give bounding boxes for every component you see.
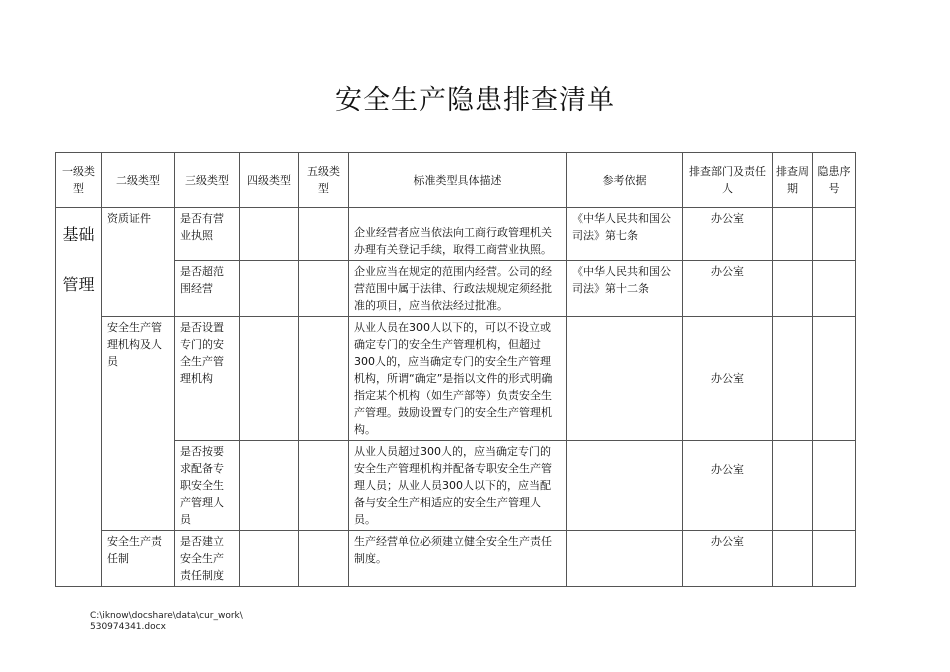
category2-cell: 资质证件 (102, 208, 175, 317)
seq-cell (813, 261, 856, 317)
table-row (56, 208, 856, 261)
seq-cell (813, 208, 856, 261)
file-name-line: 530974341.docx (90, 622, 166, 632)
table-row (56, 317, 856, 441)
file-path-line: C:\iknow\docshare\data\cur_work\ (90, 611, 243, 621)
cycle-cell (773, 208, 813, 261)
table-row (56, 261, 856, 317)
dept-cell: 办公室 (683, 261, 773, 317)
category4-cell (240, 531, 299, 587)
header-category2: 二级类型 (102, 153, 175, 208)
category5-cell (299, 317, 349, 441)
cycle-cell (773, 531, 813, 587)
category5-cell (299, 531, 349, 587)
header-category1: 一级类型 (56, 153, 102, 208)
basis-cell (567, 317, 683, 441)
header-description: 标准类型具体描述 (349, 153, 567, 208)
dept-cell: 办公室 (683, 208, 773, 261)
category3-cell: 是否建立安全生产责任制度 (175, 531, 240, 587)
document-title: 安全生产隐患排查清单 (335, 85, 615, 116)
basis-cell: 《中华人民共和国公司法》第七条 (567, 208, 683, 261)
category3-cell: 是否超范围经营 (175, 261, 240, 317)
category4-cell (240, 261, 299, 317)
header-row (56, 153, 856, 208)
basis-cell: 《中华人民共和国公司法》第十二条 (567, 261, 683, 317)
category4-cell (240, 317, 299, 441)
dept-cell: 办公室 (683, 317, 773, 441)
seq-cell (813, 531, 856, 587)
category3-cell: 是否按要求配备专职安全生产管理人员 (175, 441, 240, 531)
file-path-footer (90, 611, 243, 633)
header-category5: 五级类型 (299, 153, 349, 208)
category3-cell: 是否设置专门的安全生产管理机构 (175, 317, 240, 441)
description-cell: 企业经营者应当依法向工商行政管理机关办理有关登记手续，取得工商营业执照。 (349, 208, 567, 261)
header-category4: 四级类型 (240, 153, 299, 208)
seq-cell (813, 317, 856, 441)
category1-cell: 基础管理 (56, 208, 102, 587)
hazard-checklist-table (55, 152, 856, 587)
description-cell: 企业应当在规定的范围内经营。公司的经营范围中属于法律、行政法规规定须经批准的项目，应当依法经过批准。 (349, 261, 567, 317)
header-dept: 排查部门及责任人 (683, 153, 773, 208)
header-basis: 参考依据 (567, 153, 683, 208)
dept-cell: 办公室 (683, 531, 773, 587)
category5-cell (299, 441, 349, 531)
category4-cell (240, 208, 299, 261)
description-cell: 从业人员在300人以下的，可以不设立或确定专门的安全生产管理机构，但超过300人的，应当确定专门的安全生产管理机构，所谓“确定”是指以文件的形式明确指定某个机构（如生产部等）负责安全生产管理。鼓励设置专门的安全生产管理机构。 (349, 317, 567, 441)
description-cell: 生产经营单位必须建立健全安全生产责任制度。 (349, 531, 567, 587)
header-cycle: 排查周期 (773, 153, 813, 208)
category2-cell: 安全生产责任制 (102, 531, 175, 587)
cycle-cell (773, 441, 813, 531)
table-row (56, 441, 856, 531)
description-cell: 从业人员超过300人的，应当确定专门的安全生产管理机构并配备专职安全生产管理人员；从业人员300人以下的，应当配备与安全生产相适应的安全生产管理人员。 (349, 441, 567, 531)
cycle-cell (773, 317, 813, 441)
basis-cell (567, 531, 683, 587)
basis-cell (567, 441, 683, 531)
cycle-cell (773, 261, 813, 317)
seq-cell (813, 441, 856, 531)
header-seq: 隐患序号 (813, 153, 856, 208)
dept-cell: 办公室 (683, 441, 773, 531)
category4-cell (240, 441, 299, 531)
table-row (56, 531, 856, 587)
category5-cell (299, 208, 349, 261)
category5-cell (299, 261, 349, 317)
header-category3: 三级类型 (175, 153, 240, 208)
category2-cell: 安全生产管理机构及人员 (102, 317, 175, 531)
category3-cell: 是否有营业执照 (175, 208, 240, 261)
